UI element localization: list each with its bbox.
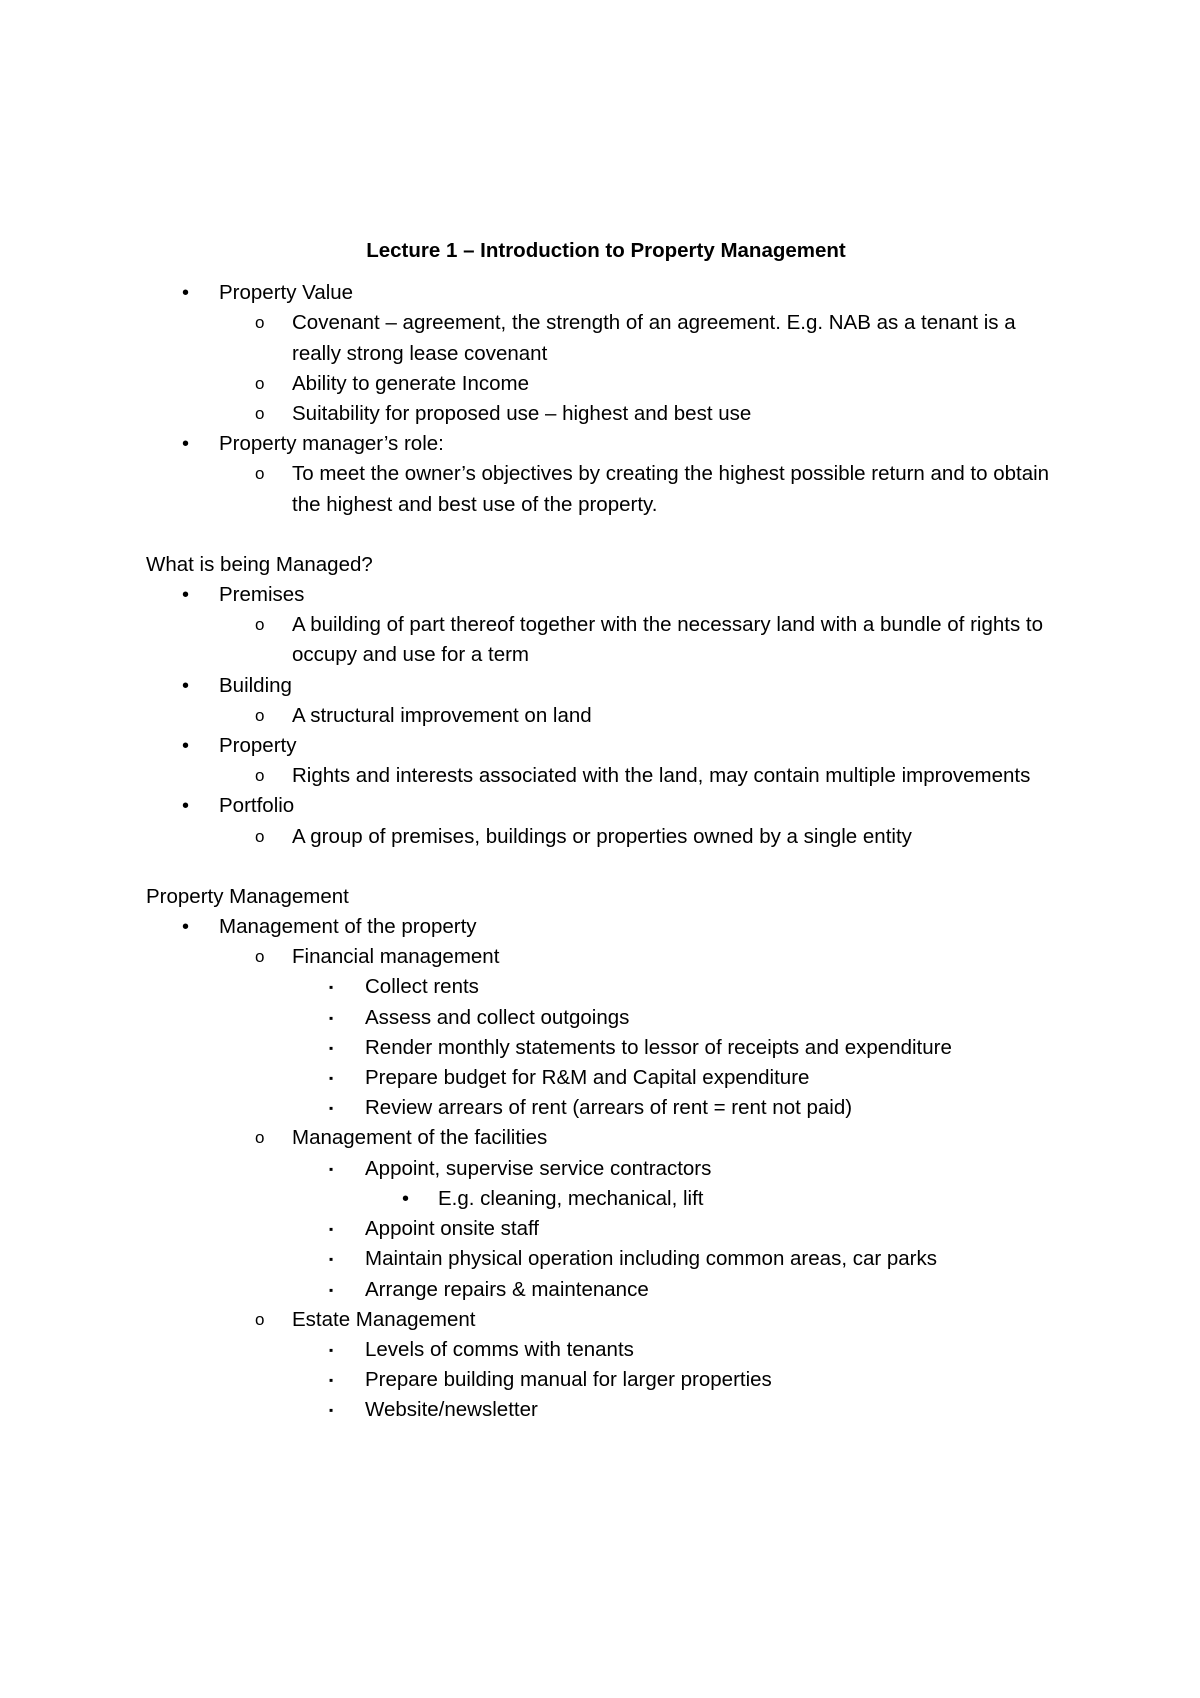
list-item bbox=[146, 459, 1066, 519]
list-item-text: Rights and interests associated with the land, may contain multiple improvements bbox=[292, 764, 1031, 788]
list-item-text: Website/newsletter bbox=[365, 1398, 538, 1422]
list-item-text: Arrange repairs & maintenance bbox=[365, 1277, 649, 1301]
bullet-icon: • bbox=[182, 282, 190, 305]
square-bullet-icon: ▪ bbox=[329, 1010, 334, 1025]
list-item bbox=[146, 1063, 1066, 1093]
circle-bullet-icon: o bbox=[255, 766, 265, 786]
square-bullet-icon: ▪ bbox=[329, 1040, 334, 1055]
list-item-text: Assess and collect outgoings bbox=[365, 1005, 630, 1029]
square-bullet-icon: ▪ bbox=[329, 1403, 334, 1418]
list-item-text: Financial management bbox=[292, 945, 500, 969]
bullet-icon: • bbox=[182, 674, 190, 697]
page-title: Lecture 1 – Introduction to Property Management bbox=[366, 239, 846, 262]
square-bullet-icon: ▪ bbox=[329, 980, 334, 995]
list-item-text: Management of the property bbox=[219, 915, 477, 939]
list-item bbox=[146, 580, 1066, 610]
list-item-text: Building bbox=[219, 673, 292, 697]
list-item bbox=[146, 369, 1066, 399]
list-item bbox=[146, 308, 1066, 368]
list-item bbox=[146, 1244, 1066, 1274]
list-item bbox=[146, 731, 1066, 761]
list-item bbox=[146, 1335, 1066, 1365]
list-item-text: Covenant – agreement, the strength of an agreement. E.g. NAB as a tenant is a really strong lease covenant bbox=[292, 311, 1016, 365]
list-item bbox=[146, 822, 1066, 852]
list-item-text: Appoint onsite staff bbox=[365, 1217, 539, 1241]
circle-bullet-icon: o bbox=[255, 615, 265, 635]
list-item bbox=[146, 1093, 1066, 1123]
list-item bbox=[146, 791, 1066, 821]
list-item bbox=[146, 610, 1066, 670]
list-item bbox=[146, 1395, 1066, 1425]
list-item bbox=[146, 1123, 1066, 1153]
list-item-text: A building of part thereof together with the necessary land with a bundle of rights to occupy and use for a term bbox=[292, 613, 1043, 667]
list-item-text: Ability to generate Income bbox=[292, 371, 530, 395]
list-item bbox=[146, 761, 1066, 791]
bullet-icon: • bbox=[182, 795, 190, 818]
list-item-text: Appoint, supervise service contractors bbox=[365, 1156, 712, 1180]
list-item bbox=[146, 1214, 1066, 1244]
list-item-text: Estate Management bbox=[292, 1307, 476, 1331]
bullet-icon: • bbox=[182, 584, 190, 607]
list-item-text: Prepare building manual for larger properties bbox=[365, 1368, 772, 1392]
bullet-icon: • bbox=[182, 433, 190, 456]
list-item-text: Property manager’s role: bbox=[219, 432, 444, 456]
square-bullet-icon: ▪ bbox=[329, 1252, 334, 1267]
list-item bbox=[146, 1033, 1066, 1063]
section-heading: What is being Managed? bbox=[146, 552, 373, 576]
list-item bbox=[146, 912, 1066, 942]
square-bullet-icon: ▪ bbox=[329, 1342, 334, 1357]
square-bullet-icon: ▪ bbox=[329, 1282, 334, 1297]
outline-list bbox=[146, 912, 1066, 1425]
square-bullet-icon: ▪ bbox=[329, 1101, 334, 1116]
list-item-text: Levels of comms with tenants bbox=[365, 1337, 634, 1361]
list-item-text: Prepare budget for R&M and Capital expenditure bbox=[365, 1066, 810, 1090]
list-item-text: Property Value bbox=[219, 281, 354, 305]
list-item bbox=[146, 942, 1066, 972]
circle-bullet-icon: o bbox=[255, 705, 265, 725]
list-item-text: To meet the owner’s objectives by creating the highest possible return and to obtain the highest and best use of the property. bbox=[292, 462, 1050, 516]
list-item-text: A group of premises, buildings or properties owned by a single entity bbox=[292, 824, 912, 848]
circle-bullet-icon: o bbox=[255, 1309, 265, 1329]
list-item-text: Portfolio bbox=[219, 794, 295, 818]
list-item-text: Premises bbox=[219, 583, 305, 607]
list-item bbox=[146, 399, 1066, 429]
list-item bbox=[146, 671, 1066, 701]
list-item-text: Review arrears of rent (arrears of rent = rent not paid) bbox=[365, 1096, 853, 1120]
list-item-text: E.g. cleaning, mechanical, lift bbox=[438, 1186, 704, 1210]
list-item bbox=[146, 1003, 1066, 1033]
circle-bullet-icon: o bbox=[255, 826, 265, 846]
list-item bbox=[146, 1365, 1066, 1395]
outline-list bbox=[146, 278, 1066, 520]
circle-bullet-icon: o bbox=[255, 313, 265, 333]
square-bullet-icon: ▪ bbox=[329, 1373, 334, 1388]
list-item bbox=[146, 278, 1066, 308]
section-heading: Property Management bbox=[146, 884, 349, 908]
bullet-icon: • bbox=[182, 735, 190, 758]
list-item-text: Maintain physical operation including common areas, car parks bbox=[365, 1247, 938, 1271]
list-item-text: Property bbox=[219, 734, 297, 758]
bullet-icon: • bbox=[182, 916, 190, 939]
circle-bullet-icon: o bbox=[255, 404, 265, 424]
list-item bbox=[146, 1154, 1066, 1184]
list-item bbox=[146, 429, 1066, 459]
list-item-text: Render monthly statements to lessor of receipts and expenditure bbox=[365, 1035, 952, 1059]
document-body bbox=[146, 236, 1066, 1426]
list-item bbox=[146, 1184, 1066, 1214]
circle-bullet-icon: o bbox=[255, 464, 265, 484]
outline-list bbox=[146, 580, 1066, 852]
list-item bbox=[146, 1305, 1066, 1335]
list-item-text: A structural improvement on land bbox=[292, 703, 592, 727]
square-bullet-icon: ▪ bbox=[329, 1222, 334, 1237]
list-item-text: Collect rents bbox=[365, 975, 479, 999]
list-item-text: Suitability for proposed use – highest and best use bbox=[292, 402, 752, 426]
circle-bullet-icon: o bbox=[255, 1128, 265, 1148]
circle-bullet-icon: o bbox=[255, 373, 265, 393]
list-item bbox=[146, 701, 1066, 731]
bullet-icon: • bbox=[402, 1187, 410, 1210]
square-bullet-icon: ▪ bbox=[329, 1071, 334, 1086]
square-bullet-icon: ▪ bbox=[329, 1161, 334, 1176]
list-item-text: Management of the facilities bbox=[292, 1126, 548, 1150]
list-item bbox=[146, 1275, 1066, 1305]
list-item bbox=[146, 972, 1066, 1002]
circle-bullet-icon: o bbox=[255, 947, 265, 967]
